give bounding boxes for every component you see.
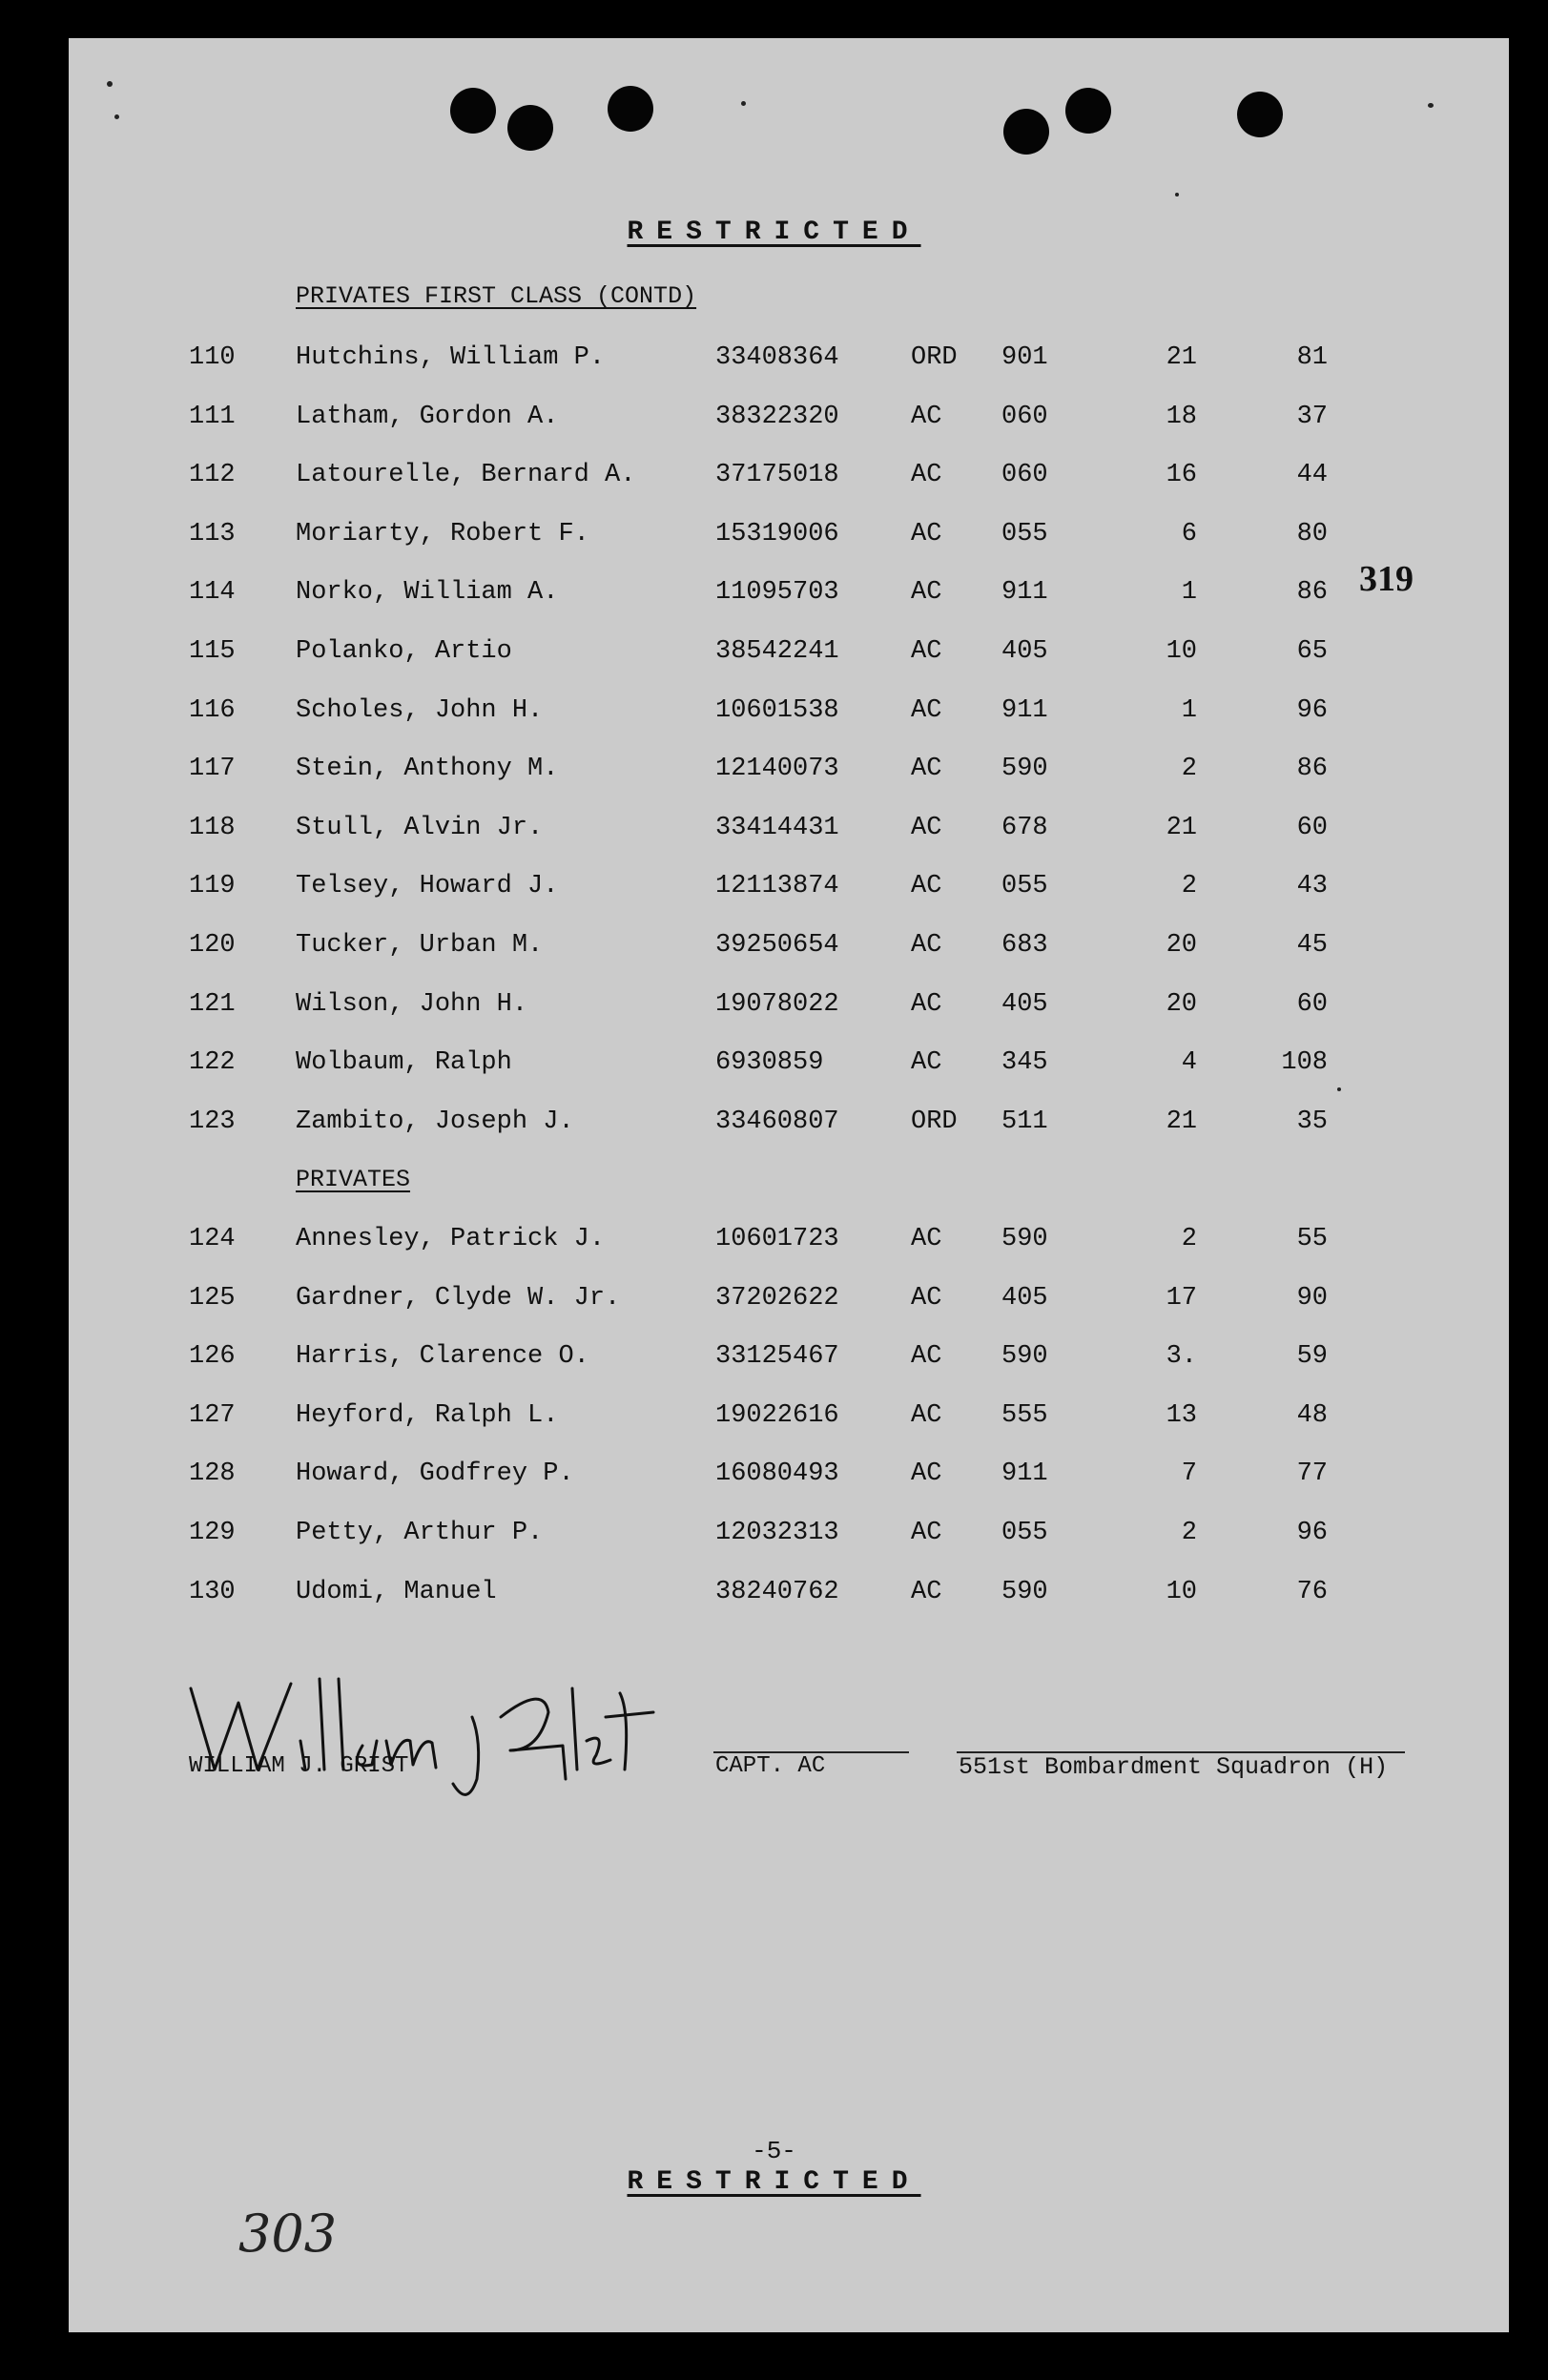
value-a: 20 xyxy=(1166,989,1197,1019)
value-b: 37 xyxy=(1296,402,1328,431)
value-a: 6 xyxy=(1181,519,1197,548)
branch: AC xyxy=(911,1577,942,1606)
member-name: Wilson, John H. xyxy=(296,989,528,1019)
row-number: 110 xyxy=(189,343,236,372)
serial-number: 19022616 xyxy=(715,1400,839,1430)
document-page xyxy=(69,38,1509,2332)
paper-speck xyxy=(741,101,746,106)
value-b: 48 xyxy=(1296,1400,1328,1430)
value-b: 76 xyxy=(1296,1577,1328,1606)
branch: AC xyxy=(911,578,942,608)
member-name: Howard, Godfrey P. xyxy=(296,1459,574,1489)
member-name: Latham, Gordon A. xyxy=(296,402,559,431)
member-name: Telsey, Howard J. xyxy=(296,872,559,901)
row-number: 124 xyxy=(189,1225,236,1253)
value-a: 13 xyxy=(1166,1400,1197,1430)
member-name: Tucker, Urban M. xyxy=(296,931,544,960)
serial-number: 12032313 xyxy=(715,1519,839,1547)
value-a: 2 xyxy=(1181,1225,1197,1253)
serial-number: 11095703 xyxy=(715,578,839,608)
value-a: 2 xyxy=(1181,872,1197,901)
punch-hole xyxy=(507,105,553,151)
branch: AC xyxy=(911,1459,942,1489)
row-number: 123 xyxy=(189,1107,236,1136)
value-a: 2 xyxy=(1181,1519,1197,1547)
row-number: 129 xyxy=(189,1519,236,1547)
value-a: 2 xyxy=(1181,755,1197,784)
member-name: Annesley, Patrick J. xyxy=(296,1225,606,1253)
value-a: 18 xyxy=(1166,402,1197,431)
row-number: 126 xyxy=(189,1342,236,1372)
branch: AC xyxy=(911,1400,942,1430)
branch: AC xyxy=(911,402,942,431)
row-number: 116 xyxy=(189,695,236,725)
row-number: 120 xyxy=(189,931,236,960)
paper-speck xyxy=(1175,193,1179,197)
member-name: Wolbaum, Ralph xyxy=(296,1048,512,1078)
branch: AC xyxy=(911,461,942,490)
handwritten-number: 303 xyxy=(238,2204,338,2264)
branch: AC xyxy=(911,1519,942,1547)
signatory-unit: 551st Bombardment Squadron (H) xyxy=(959,1753,1389,1781)
value-a: 3. xyxy=(1166,1342,1197,1372)
value-b: 55 xyxy=(1296,1225,1328,1253)
serial-number: 6930859 xyxy=(715,1048,824,1078)
mos-code: 511 xyxy=(1001,1107,1048,1136)
serial-number: 38322320 xyxy=(715,402,839,431)
value-b: 96 xyxy=(1296,695,1328,725)
value-a: 1 xyxy=(1181,578,1197,608)
stamped-page-number: 319 xyxy=(1359,559,1414,599)
classification-footer: RESTRICTED xyxy=(627,2167,921,2197)
mos-code: 405 xyxy=(1001,1283,1048,1313)
member-name: Udomi, Manuel xyxy=(296,1577,497,1606)
branch: AC xyxy=(911,519,942,548)
mos-code: 901 xyxy=(1001,343,1048,372)
member-name: Latourelle, Bernard A. xyxy=(296,461,636,490)
mos-code: 590 xyxy=(1001,1577,1048,1606)
branch: ORD xyxy=(911,1107,958,1136)
branch: AC xyxy=(911,813,942,842)
member-name: Harris, Clarence O. xyxy=(296,1342,589,1372)
punch-hole xyxy=(1237,92,1283,137)
punch-hole xyxy=(1003,109,1049,155)
value-b: 43 xyxy=(1296,872,1328,901)
value-b: 96 xyxy=(1296,1519,1328,1547)
mos-code: 911 xyxy=(1001,1459,1048,1489)
branch: ORD xyxy=(911,343,958,372)
mos-code: 683 xyxy=(1001,931,1048,960)
row-number: 112 xyxy=(189,461,236,490)
value-b: 45 xyxy=(1296,931,1328,960)
mos-code: 678 xyxy=(1001,813,1048,842)
value-a: 10 xyxy=(1166,637,1197,666)
member-name: Stein, Anthony M. xyxy=(296,755,559,784)
value-b: 65 xyxy=(1296,637,1328,666)
row-number: 125 xyxy=(189,1283,236,1313)
punch-hole xyxy=(1065,88,1111,134)
mos-code: 911 xyxy=(1001,578,1048,608)
member-name: Zambito, Joseph J. xyxy=(296,1107,574,1136)
member-name: Petty, Arthur P. xyxy=(296,1519,544,1547)
paper-speck xyxy=(1337,1087,1341,1091)
value-b: 59 xyxy=(1296,1342,1328,1372)
value-a: 17 xyxy=(1166,1283,1197,1313)
row-number: 113 xyxy=(189,519,236,548)
mos-code: 555 xyxy=(1001,1400,1048,1430)
mos-code: 405 xyxy=(1001,637,1048,666)
signatory-name: WILLIAM J. GRIST xyxy=(189,1753,409,1779)
value-b: 60 xyxy=(1296,989,1328,1019)
value-a: 21 xyxy=(1166,343,1197,372)
mos-code: 055 xyxy=(1001,872,1048,901)
classification-header: RESTRICTED xyxy=(627,217,921,247)
member-name: Heyford, Ralph L. xyxy=(296,1400,559,1430)
row-number: 119 xyxy=(189,872,236,901)
signature-image xyxy=(186,1665,706,1808)
member-name: Gardner, Clyde W. Jr. xyxy=(296,1283,621,1313)
mos-code: 055 xyxy=(1001,1519,1048,1547)
value-b: 108 xyxy=(1281,1048,1328,1078)
serial-number: 33414431 xyxy=(715,813,839,842)
serial-number: 33460807 xyxy=(715,1107,839,1136)
serial-number: 38542241 xyxy=(715,637,839,666)
serial-number: 10601538 xyxy=(715,695,839,725)
value-b: 44 xyxy=(1296,461,1328,490)
signatory-rank: CAPT. AC xyxy=(715,1753,826,1779)
mos-code: 060 xyxy=(1001,461,1048,490)
value-b: 80 xyxy=(1296,519,1328,548)
branch: AC xyxy=(911,1283,942,1313)
row-number: 130 xyxy=(189,1577,236,1606)
value-a: 4 xyxy=(1181,1048,1197,1078)
paper-speck xyxy=(107,81,113,87)
branch: AC xyxy=(911,637,942,666)
row-number: 118 xyxy=(189,813,236,842)
branch: AC xyxy=(911,755,942,784)
paper-speck xyxy=(1428,103,1434,108)
value-a: 21 xyxy=(1166,1107,1197,1136)
mos-code: 590 xyxy=(1001,1225,1048,1253)
serial-number: 12113874 xyxy=(715,872,839,901)
serial-number: 10601723 xyxy=(715,1225,839,1253)
branch: AC xyxy=(911,1342,942,1372)
serial-number: 12140073 xyxy=(715,755,839,784)
value-a: 20 xyxy=(1166,931,1197,960)
row-number: 114 xyxy=(189,578,236,608)
mos-code: 590 xyxy=(1001,1342,1048,1372)
mos-code: 405 xyxy=(1001,989,1048,1019)
member-name: Hutchins, William P. xyxy=(296,343,606,372)
member-name: Stull, Alvin Jr. xyxy=(296,813,544,842)
member-name: Scholes, John H. xyxy=(296,695,544,725)
branch: AC xyxy=(911,989,942,1019)
mos-code: 055 xyxy=(1001,519,1048,548)
mos-code: 060 xyxy=(1001,402,1048,431)
row-number: 127 xyxy=(189,1400,236,1430)
paper-speck xyxy=(114,114,119,119)
mos-code: 345 xyxy=(1001,1048,1048,1078)
member-name: Polanko, Artio xyxy=(296,637,512,666)
serial-number: 16080493 xyxy=(715,1459,839,1489)
row-number: 128 xyxy=(189,1459,236,1489)
value-b: 60 xyxy=(1296,813,1328,842)
branch: AC xyxy=(911,931,942,960)
serial-number: 38240762 xyxy=(715,1577,839,1606)
mos-code: 590 xyxy=(1001,755,1048,784)
value-a: 7 xyxy=(1181,1459,1197,1489)
serial-number: 37202622 xyxy=(715,1283,839,1313)
branch: AC xyxy=(911,1048,942,1078)
punch-hole xyxy=(450,88,496,134)
member-name: Moriarty, Robert F. xyxy=(296,519,589,548)
serial-number: 33408364 xyxy=(715,343,839,372)
branch: AC xyxy=(911,872,942,901)
row-number: 117 xyxy=(189,755,236,784)
member-name: Norko, William A. xyxy=(296,578,559,608)
value-b: 90 xyxy=(1296,1283,1328,1313)
page-number: -5- xyxy=(752,2137,796,2165)
mos-code: 911 xyxy=(1001,695,1048,725)
value-b: 77 xyxy=(1296,1459,1328,1489)
value-a: 1 xyxy=(1181,695,1197,725)
value-b: 86 xyxy=(1296,578,1328,608)
serial-number: 19078022 xyxy=(715,989,839,1019)
serial-number: 33125467 xyxy=(715,1342,839,1372)
serial-number: 37175018 xyxy=(715,461,839,490)
section-heading-privates: PRIVATES xyxy=(296,1166,411,1193)
row-number: 115 xyxy=(189,637,236,666)
branch: AC xyxy=(911,695,942,725)
value-b: 35 xyxy=(1296,1107,1328,1136)
punch-hole xyxy=(608,86,653,132)
value-a: 10 xyxy=(1166,1577,1197,1606)
row-number: 111 xyxy=(189,402,236,431)
section-heading-pfc: PRIVATES FIRST CLASS (CONTD) xyxy=(296,282,697,310)
value-a: 16 xyxy=(1166,461,1197,490)
row-number: 121 xyxy=(189,989,236,1019)
value-b: 86 xyxy=(1296,755,1328,784)
value-b: 81 xyxy=(1296,343,1328,372)
branch: AC xyxy=(911,1225,942,1253)
serial-number: 39250654 xyxy=(715,931,839,960)
value-a: 21 xyxy=(1166,813,1197,842)
row-number: 122 xyxy=(189,1048,236,1078)
serial-number: 15319006 xyxy=(715,519,839,548)
